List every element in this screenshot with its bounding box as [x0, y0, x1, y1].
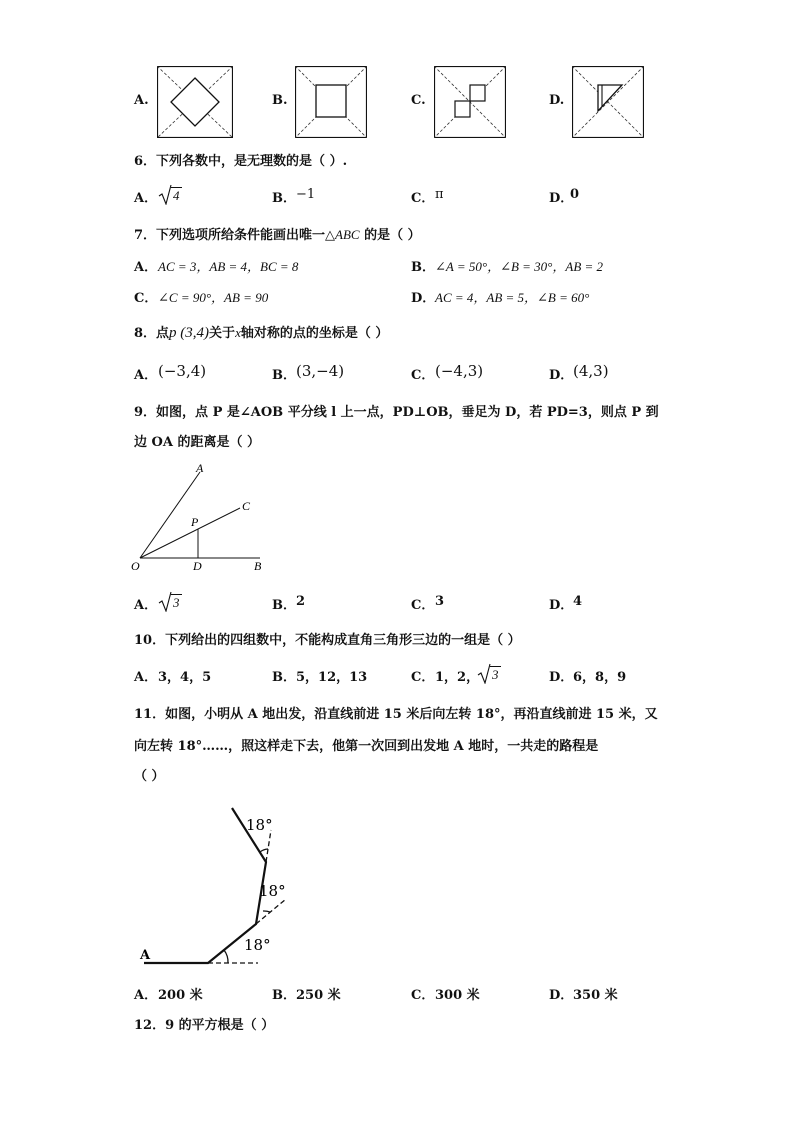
q7-option-b-letter: B．: [411, 260, 435, 275]
q7-stem-pre: 7．下列选项所给条件能画出唯一: [134, 228, 326, 243]
q5-option-d-figure: [572, 66, 644, 138]
q11-angle-arc-1: [224, 950, 228, 963]
q5-option-b-label: B.: [272, 93, 288, 108]
q6-option-a-letter: A．: [134, 191, 158, 206]
q9-option-a-sqrt-icon: [158, 590, 172, 612]
q9-option-c-letter: C．: [411, 598, 435, 613]
q9-label-b: B: [254, 559, 262, 573]
q11-option-d-value: 350 米: [573, 988, 618, 1003]
q9-ray-oc: [140, 508, 240, 558]
q6-option-d-value: 0: [570, 187, 580, 202]
q11-option-b-letter: B．: [272, 988, 296, 1003]
q6-option-a-sqrt-icon: [158, 183, 172, 205]
q7-option-a-text: AC = 3，AB = 4，BC = 8: [158, 259, 299, 274]
q12-stem: 12．9 的平方根是（ ）: [134, 1018, 275, 1033]
q10-option-b-value: 5，12，13: [296, 670, 368, 685]
q7-option-d-letter: D．: [411, 291, 436, 306]
q8-option-b-letter: B．: [272, 368, 296, 383]
q11-angle-arc-2: [263, 911, 270, 912]
q9-label-a: A: [196, 461, 204, 475]
q9-line1: 9．如图，点 P 是∠AOB 平分线 l 上一点，PD⊥OB，垂足为 D，若 PD=3，则点 P 到: [134, 405, 659, 420]
q7-option-c-letter: C．: [134, 291, 158, 306]
q7-option-b-text: ∠A = 50°，∠B = 30°，AB = 2: [435, 259, 604, 274]
q8-option-d-letter: D．: [549, 368, 574, 383]
q10-stem: 10．下列给出的四组数中，不能构成直角三角形三边的一组是（ ）: [134, 633, 521, 648]
q6-option-c-letter: C．: [411, 191, 435, 206]
q6-option-b-letter: B．: [272, 191, 296, 206]
q7-stem-post: 的是（ ）: [359, 228, 421, 243]
q8-stem-pre: 8．点: [134, 326, 170, 341]
q9-angle-bisector-diagram: [128, 458, 268, 574]
q11-option-c-letter: C．: [411, 988, 435, 1003]
q6-option-c-value: π: [435, 187, 444, 202]
q10-option-d-value: 6，8，9: [573, 670, 627, 685]
q8-option-d-value: (4,3): [573, 362, 609, 380]
q8-option-a-value: (−3,4): [158, 362, 207, 380]
q11-option-c-value: 300 米: [435, 988, 480, 1003]
q8-option-b-value: (3,−4): [296, 362, 345, 380]
q11-label-a: A: [140, 948, 151, 963]
q7-triangle: △ABC: [325, 227, 360, 242]
q10-option-d-letter: D．: [549, 670, 574, 685]
q10-option-a-value: 3，4，5: [158, 670, 212, 685]
q9-option-b-letter: B．: [272, 598, 296, 613]
q6-option-d-letter: D．: [549, 191, 574, 206]
q10-option-c-value: 1，2，: [435, 670, 480, 685]
q11-line2: 向左转 18°……，照这样走下去，他第一次回到出发地 A 地时，一共走的路程是: [134, 739, 599, 754]
q9-label-d: D: [193, 559, 202, 573]
q8-stem-post: 轴对称的点的坐标是（ ）: [240, 326, 389, 341]
q9-line2: 边 OA 的距离是（ ）: [134, 435, 260, 450]
q9-option-a-letter: A．: [134, 598, 158, 613]
q6-option-b-value: −1: [296, 187, 316, 202]
q8-point: p (3,4): [169, 325, 210, 341]
q11-option-b-value: 250 米: [296, 988, 341, 1003]
q7-option-a-letter: A．: [134, 260, 158, 275]
q11-option-d-letter: D．: [549, 988, 574, 1003]
q11-angle-label-1: 18°: [244, 936, 271, 954]
q9-option-c-value: 3: [435, 594, 445, 609]
q11-walking-path-diagram: [136, 800, 316, 972]
q11-line3: （ ）: [134, 769, 165, 784]
q8-option-c-letter: C．: [411, 368, 435, 383]
q5-option-b-figure: [295, 66, 367, 138]
q10-option-c-sqrt-icon: [477, 662, 491, 684]
q8-stem-mid: 关于: [209, 326, 236, 341]
q11-line1: 11．如图，小明从 A 地出发，沿直线前进 15 米后向左转 18°，再沿直线前进 15 米，又: [134, 707, 658, 722]
q7-option-c-text: ∠C = 90°，AB = 90: [158, 290, 269, 305]
q9-label-p: P: [191, 515, 199, 529]
q5-option-c-figure: [434, 66, 506, 138]
q5-option-a-figure: [157, 66, 233, 138]
q9-label-c: C: [242, 499, 251, 513]
q9-option-a-value: 3: [173, 595, 180, 610]
q8-option-c-value: (−4,3): [435, 362, 484, 380]
q8-option-a-letter: A．: [134, 368, 158, 383]
q11-option-a-letter: A．: [134, 988, 158, 1003]
q6-stem: 6．下列各数中，是无理数的是（ ）.: [134, 154, 348, 169]
q9-option-d-letter: D．: [549, 598, 574, 613]
q9-option-b-value: 2: [296, 594, 306, 609]
q11-angle-label-3: 18°: [246, 816, 273, 834]
q10-option-c-root: 3: [492, 667, 499, 682]
q11-angle-label-2: 18°: [259, 882, 286, 900]
q5-option-c-label: C.: [411, 93, 426, 108]
q10-option-a-letter: A．: [134, 670, 158, 685]
q11-option-a-value: 200 米: [158, 988, 203, 1003]
q6-option-a-value: 4: [173, 188, 180, 203]
q8-axis: x: [235, 325, 241, 340]
q11-extension-3: [266, 830, 271, 862]
q5-option-a-label: A.: [134, 93, 149, 108]
q10-option-c-letter: C．: [411, 670, 435, 685]
q7-option-d-text: AC = 4，AB = 5，∠B = 60°: [435, 290, 590, 305]
q11-angle-arc-3: [260, 849, 268, 852]
q7-stem: [134, 224, 421, 243]
q10-option-b-letter: B．: [272, 670, 296, 685]
q9-label-o: O: [131, 559, 140, 573]
q8-stem: [134, 322, 388, 342]
q9-option-d-value: 4: [573, 594, 583, 609]
q5-option-d-label: D.: [549, 93, 565, 108]
